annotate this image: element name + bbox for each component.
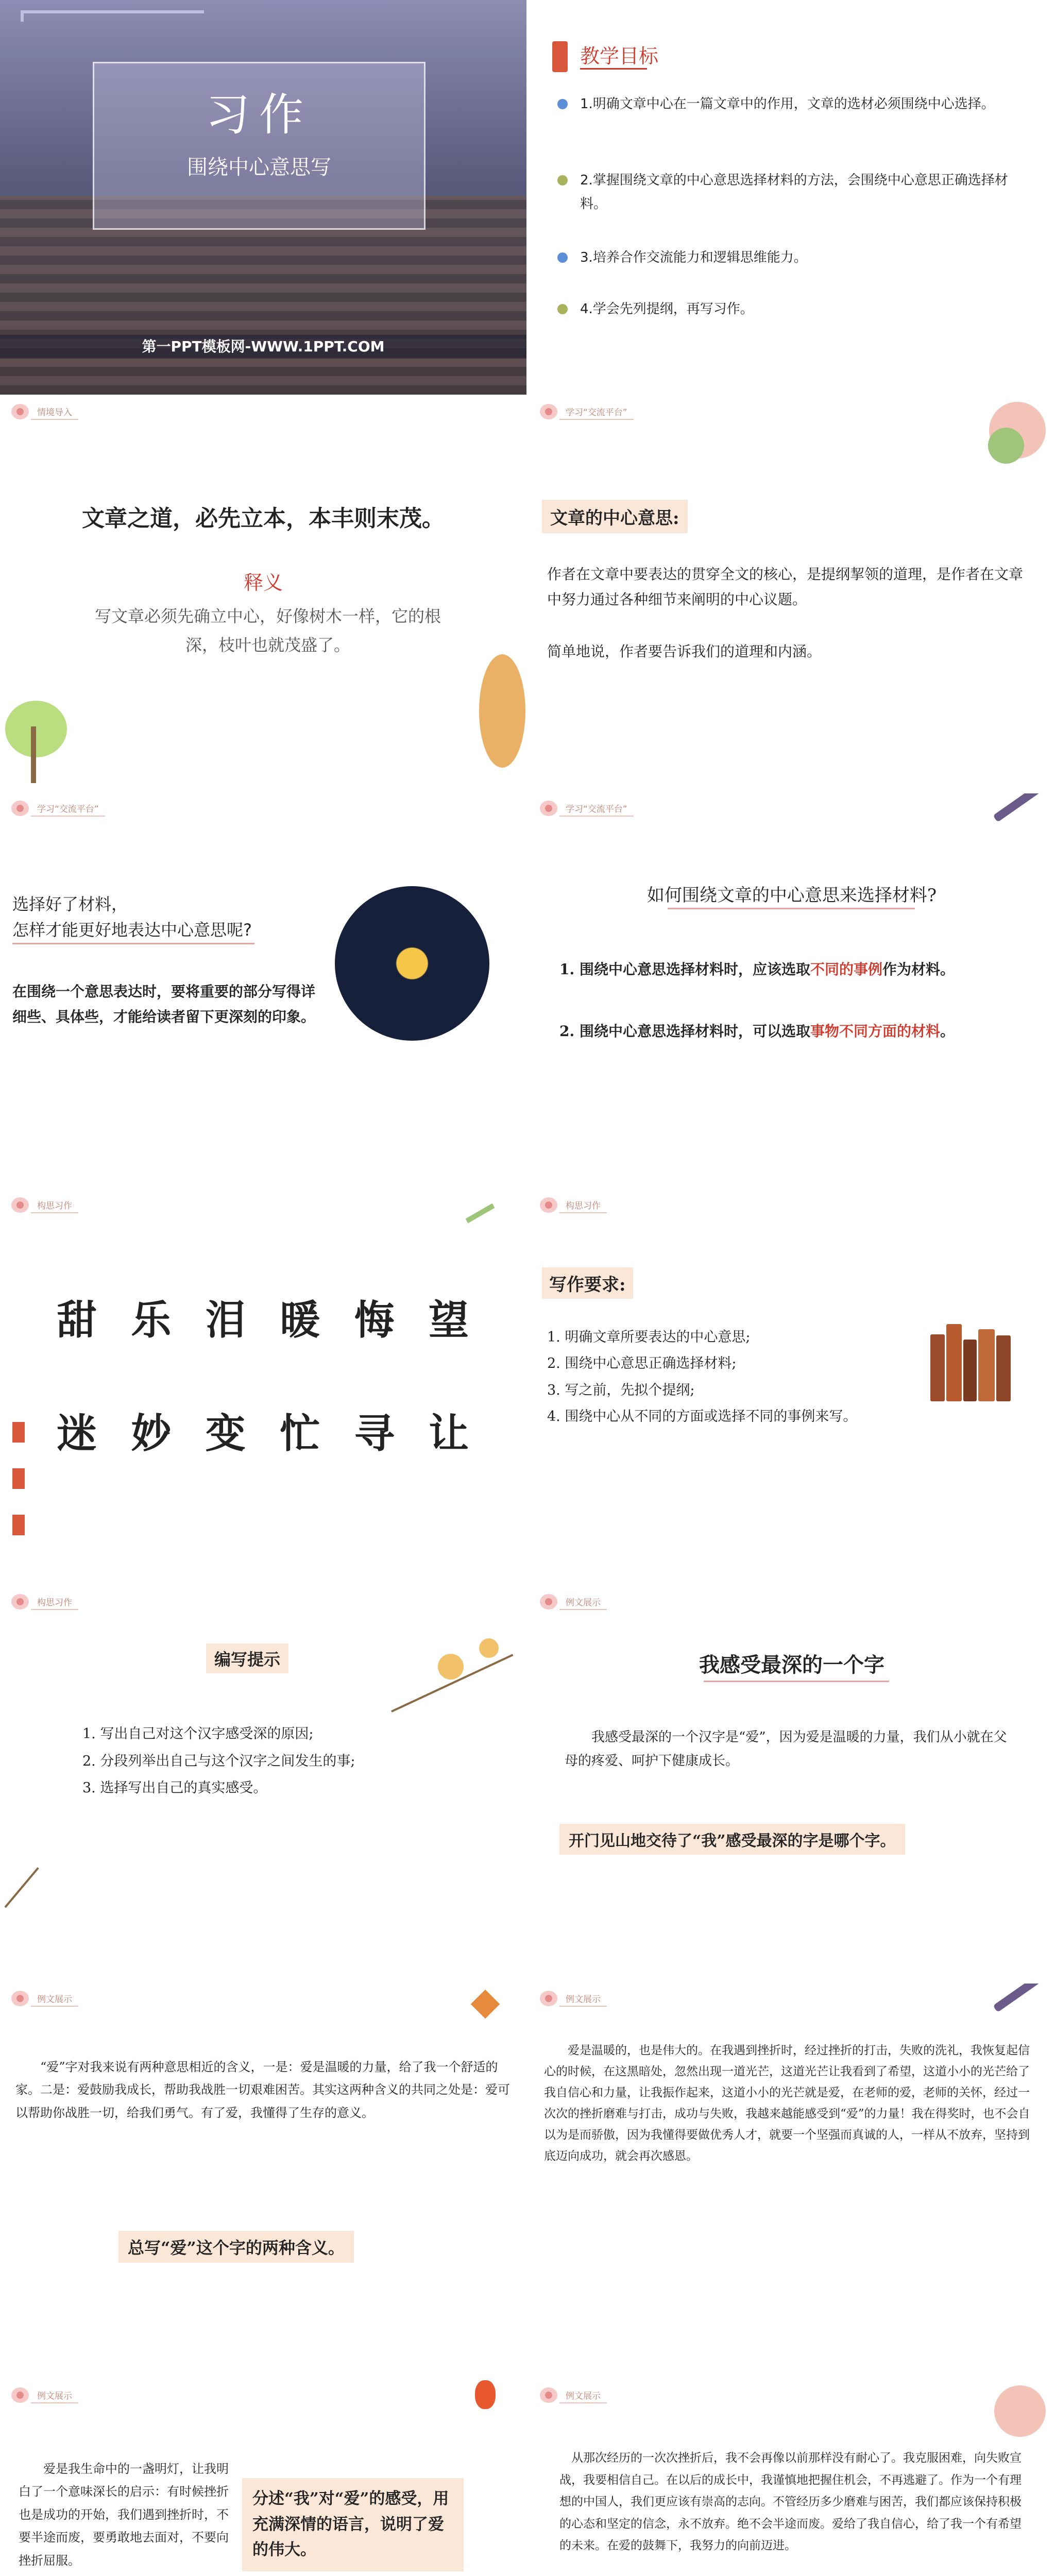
section-tag: 例文展示: [540, 2387, 607, 2403]
slide-writing-tips[interactable]: [0, 1587, 526, 1981]
section-tag: 构思习作: [11, 1594, 78, 1609]
example-body: 爱是我生命中的一盏明灯，让我明白了一个意味深长的启示：有时候挫折也是成功的开始，我们遇到挫折时，不要半途而废，要勇敢地去面对，不要向挫折屈服。: [19, 2462, 229, 2568]
character[interactable]: 望: [428, 1297, 469, 1344]
bookmark-icon: [552, 41, 568, 72]
example-body: 从那次经历的一次次挫折后，我不会再像以前那样没有耐心了。我克服困难，向失败宣战，我要相信自己。在以后的成长中，我谨慎地把握住机会，不再逃避了。作为一个有理想的中国人，我们更应该有崇高的志向。不管经历多少磨难与困苦，我们都应该保持积极的心态和坚定的信念，永不放弃。绝不会半途而废。爱给了我自信心，给了我一个有希望的未来。在爱的鼓舞下，我努力的向前迈进。: [559, 2451, 1022, 2553]
tip-item: 2. 分段列举出自己与这个汉字之间发生的事;: [82, 1753, 355, 1769]
tree-icon: [5, 701, 67, 757]
character[interactable]: 让: [428, 1410, 469, 1457]
leaf-icon: [466, 1204, 495, 1224]
how-item-1: 1. 围绕中心意思选择材料时，应该选取不同的事例作为材料。: [559, 961, 955, 978]
pen-icon: [993, 1984, 1044, 2012]
title-underline: [704, 1681, 889, 1682]
example-body: 爱是温暖的，也是伟大的。在我遇到挫折时，经过挫折的打击，失败的洗礼，我恢复起信心的时候，在这黑暗处，忽然出现一道光芒，这道光芒让我看到了希望，这道小小的光芒给了我自信心和力量，让我振作起来，这道小小的光芒就是爱，在老师的爱，老师的关怀，经过一次次的挫折磨难与打击，成功与失败，我越来越能感受到“爱”的力量！我在得奖时，也不会自以为是而骄傲，因为我懂得要做优秀人才，就要一个坚强而真诚的人，一样从不放弃，坚持到底迈向成功，就会再次感恩。: [544, 2044, 1030, 2163]
slide-example-title[interactable]: [529, 1587, 1055, 1981]
character[interactable]: 变: [205, 1410, 246, 1457]
heading-box: 写作要求:: [542, 1267, 633, 1299]
character[interactable]: 乐: [131, 1297, 172, 1344]
section-tag: 例文展示: [540, 1991, 607, 2006]
lantern-icon: [12, 1422, 25, 1556]
title-frame: [93, 62, 426, 230]
tip-item: 3. 选择写出自己的真实感受。: [82, 1780, 267, 1797]
books-icon: [930, 1324, 1012, 1401]
requirement-item: 4. 围绕中心从不同的方面或选择不同的事例来写。: [547, 1408, 857, 1425]
heading-box: 编写提示: [206, 1643, 288, 1673]
blossom-icon: [438, 1654, 464, 1680]
goal-dot-icon: [557, 304, 568, 314]
section-tag: 例文展示: [540, 1594, 607, 1609]
lantern-icon: [475, 2380, 496, 2409]
section-tag: 学习“交流平台”: [540, 404, 634, 419]
question-line-1: 选择好了材料，: [12, 894, 128, 914]
question-line-2: 怎样才能更好地表达中心意思呢?: [12, 920, 252, 940]
section-tag: 构思习作: [11, 1197, 78, 1213]
section-tag: 构思习作: [540, 1197, 607, 1213]
heading-box: 文章的中心意思:: [542, 500, 688, 533]
character-row: [57, 1288, 469, 1346]
explain-text: 写文章必须先确立中心，好像树木一样，它的根深，枝叶也就茂盛了。: [94, 606, 441, 655]
section-tag: 学习“交流平台”: [540, 801, 634, 816]
slide-characters[interactable]: [0, 1190, 526, 1585]
meaning-text: 作者在文章中要表达的贯穿全文的核心，是提纲挈领的道理，是作者在文章中努力通过各种细节来阐明的中心议题。: [547, 566, 1024, 608]
goal-dot-icon: [557, 99, 568, 109]
goal-item: 3.培养合作交流能力和逻辑思维能力。: [580, 250, 807, 265]
character[interactable]: 泪: [205, 1297, 246, 1344]
requirement-item: 3. 写之前，先拟个提纲;: [547, 1382, 695, 1398]
example-title: 我感受最深的一个字: [699, 1653, 884, 1677]
character[interactable]: 悔: [354, 1297, 395, 1344]
section-tag: 情境导入: [11, 404, 78, 419]
heading-underline: [580, 68, 647, 70]
how-title: 如何围绕文章的中心意思来选择材料?: [646, 885, 937, 906]
goal-item: 1.明确文章中心在一篇文章中的作用，文章的选材必须围绕中心选择。: [580, 96, 995, 112]
example-body: 我感受最深的一个汉字是“爱”，因为爱是温暖的力量，我们从小就在父母的疼爱、呵护下健康成长。: [565, 1730, 1007, 1769]
question-underline: [12, 943, 254, 944]
goal-item: 2.掌握围绕文章的中心意思选择材料的方法，会围绕中心意思正确选择材料。: [580, 173, 1008, 212]
slide-example-growth[interactable]: [529, 2380, 1055, 2576]
section-tag: 例文展示: [11, 1991, 78, 2006]
solar-system-icon: [335, 886, 489, 1041]
slide-writing-requirements[interactable]: [529, 1190, 1055, 1585]
character-row: [57, 1401, 469, 1459]
goal-dot-icon: [557, 175, 568, 185]
meaning-summary: 简单地说，作者要告诉我们的道理和内涵。: [547, 643, 822, 660]
cover-subtitle: 围绕中心意思写: [187, 156, 331, 179]
quote-text: 文章之道，必先立本，本丰则末茂。: [82, 505, 445, 532]
slide-goals[interactable]: [529, 0, 1055, 395]
section-tag: 学习“交流平台”: [11, 801, 105, 816]
goal-item: 4.学会先列提纲，再写习作。: [580, 301, 754, 317]
section-tag: 例文展示: [11, 2387, 78, 2403]
cover-title: 习作: [206, 89, 313, 141]
autumn-tree-icon: [479, 654, 525, 768]
slide-choose-material[interactable]: [0, 793, 526, 1188]
flower-icon: [994, 2385, 1046, 2437]
slide-how-to-choose[interactable]: [529, 793, 1055, 1188]
slide-example-meaning[interactable]: [0, 1984, 526, 2378]
slide-intro[interactable]: [0, 397, 526, 791]
slide-cover[interactable]: [0, 0, 526, 395]
cover-footer: 第一PPT模板网-WWW.1PPT.COM: [142, 338, 385, 355]
maple-leaf-icon: [471, 1990, 500, 2019]
tips-list: [82, 1721, 453, 1802]
requirement-list: [547, 1324, 939, 1430]
branch-icon: [4, 1867, 39, 1908]
character[interactable]: 妙: [131, 1410, 172, 1457]
slide-center-meaning[interactable]: [529, 397, 1055, 791]
pen-icon: [993, 793, 1044, 822]
footer-bar: [0, 335, 526, 359]
character[interactable]: 忙: [280, 1410, 320, 1457]
goals-heading: 教学目标: [580, 45, 659, 67]
goal-dot-icon: [557, 252, 568, 263]
blossom-icon: [479, 1638, 499, 1658]
character[interactable]: 迷: [57, 1410, 97, 1457]
character[interactable]: 寻: [354, 1410, 395, 1457]
slide-example-paragraph[interactable]: [529, 1984, 1055, 2378]
requirement-item: 1. 明确文章所要表达的中心意思;: [547, 1329, 751, 1345]
character[interactable]: 甜: [57, 1297, 97, 1344]
title-underline: [668, 908, 915, 909]
leaf-icon: [988, 428, 1024, 464]
comment-box: 开门见山地交待了“我”感受最深的字是哪个字。: [559, 1824, 905, 1855]
how-item-2: 2. 围绕中心意思选择材料时，可以选取事物不同方面的材料。: [559, 1023, 955, 1040]
slide-example-lamp[interactable]: [0, 2380, 526, 2576]
tip-item: 1. 写出自己对这个汉字感受深的原因;: [82, 1726, 314, 1742]
frame-corner: [21, 10, 204, 22]
example-body: “爱”字对我来说有两种意思相近的含义，一是：爱是温暖的力量，给了我一个舒适的家。二是：爱鼓励我成长，帮助我战胜一切艰难困苦。其实这两种含义的共同之处是：爱可以帮助你战胜一切，给我们勇气。有了爱，我懂得了生存的意义。: [15, 2060, 510, 2120]
requirement-item: 2. 围绕中心意思正确选择材料;: [547, 1355, 737, 1372]
tree-trunk: [31, 726, 36, 783]
comment-box: 分述“我”对“爱”的感受，用充满深情的语言，说明了爱的伟大。: [242, 2478, 464, 2571]
explain-label: 释义: [243, 571, 283, 594]
comment-box: 总写“爱”这个字的两种含义。: [118, 2231, 354, 2263]
character[interactable]: 暖: [280, 1297, 320, 1344]
advice-text: 在围绕一个意思表达时，要将重要的部分写得详细些、具体些，才能给读者留下更深刻的印象。: [12, 983, 316, 1025]
